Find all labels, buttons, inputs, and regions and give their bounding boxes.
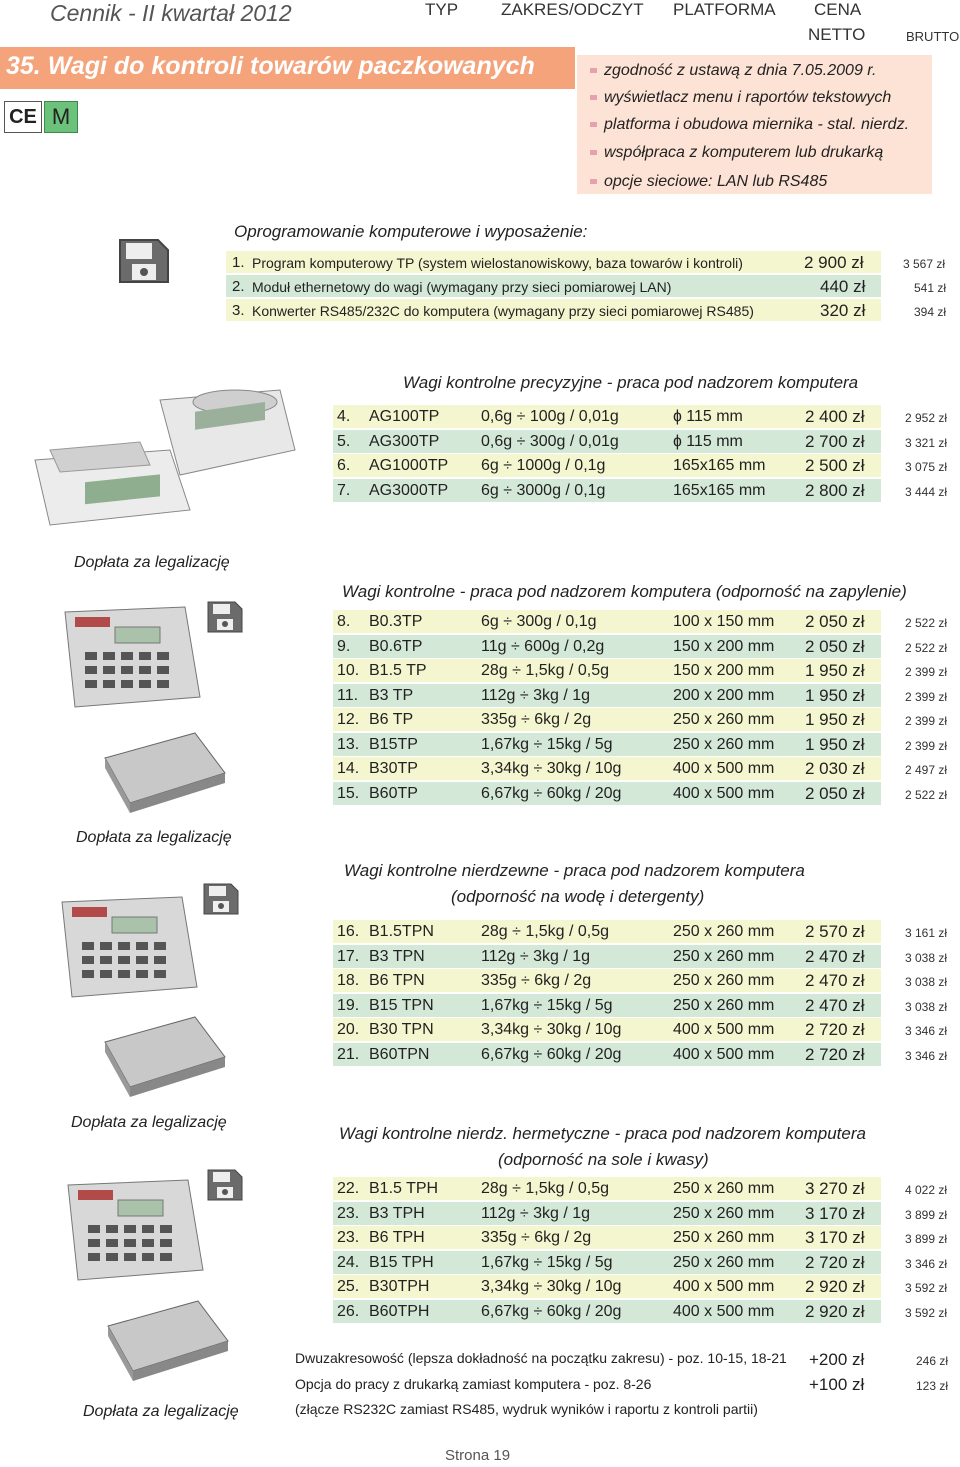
surcharge-label: Dopłata za legalizację [71, 1114, 227, 1131]
platform-size: 250 x 260 mm [673, 996, 775, 1014]
platform-size: 250 x 260 mm [673, 1253, 775, 1271]
platform-size: 400 x 500 mm [673, 1302, 775, 1320]
model-name: B0.6TP [369, 637, 423, 655]
platform-size: ɸ 115 mm [673, 432, 743, 450]
price-netto: 3 170 zł [805, 1203, 865, 1223]
model-name: AG100TP [369, 408, 440, 425]
model-name: B1.5 TP [369, 662, 427, 679]
page-number: Strona 19 [445, 1447, 511, 1464]
range-reading: 0,6g ÷ 100g / 0,01g [481, 408, 619, 425]
price-netto: 2 720 zł [805, 1044, 865, 1064]
table-row [333, 1300, 881, 1323]
model-name: B30 TPN [369, 1021, 434, 1038]
range-reading: 3,34kg ÷ 30kg / 10g [481, 760, 622, 777]
col-platforma: PLATFORMA [673, 0, 776, 19]
price-netto: 2 720 zł [805, 1020, 865, 1039]
row-number: 10. [337, 662, 360, 679]
section-heading: Wagi kontrolne nierdzewne - praca pod nadzorem komputera [344, 861, 805, 880]
price-brutto: 3 075 zł [905, 460, 948, 474]
indicator-terminal-image [52, 892, 202, 1002]
table-row [333, 757, 881, 780]
model-name: B15 TPN [369, 996, 434, 1014]
price-netto: 2 700 zł [805, 431, 865, 451]
platform-size: 400 x 500 mm [673, 1021, 775, 1038]
indicator-terminal-image [55, 602, 205, 712]
range-reading: 0,6g ÷ 300g / 0,01g [481, 432, 619, 450]
price-netto: 2 570 zł [805, 922, 865, 941]
col-netto: NETTO [808, 25, 866, 44]
price-netto: 1 950 zł [805, 685, 865, 705]
range-reading: 3,34kg ÷ 30kg / 10g [481, 1021, 622, 1038]
table-row [333, 610, 881, 633]
range-reading: 1,67kg ÷ 15kg / 5g [481, 735, 613, 753]
model-name: AG1000TP [369, 457, 449, 474]
row-number: 26. [337, 1302, 360, 1320]
row-number: 4. [337, 408, 351, 425]
price-brutto: 3 899 zł [905, 1207, 948, 1222]
price-netto: 2 050 zł [805, 636, 865, 656]
row-number: 1. [232, 254, 245, 271]
price-brutto: 2 522 zł [905, 787, 948, 802]
table-row [333, 1275, 881, 1298]
range-reading: 6,67kg ÷ 60kg / 20g [481, 784, 622, 802]
table-row [333, 1202, 881, 1225]
model-name: B60TP [369, 784, 418, 802]
feature-item: platforma i obudowa miernika - stal. nierdz. [590, 116, 909, 134]
indicator-terminal-image [58, 1175, 208, 1285]
price-netto: 2 470 zł [805, 946, 865, 966]
range-reading: 28g ÷ 1,5kg / 0,5g [481, 923, 609, 940]
table-row [333, 405, 881, 428]
software-row [226, 251, 881, 273]
model-name: B0.3TP [369, 613, 423, 630]
price-netto: 440 zł [820, 277, 866, 296]
model-name: B15TP [369, 735, 418, 753]
row-number: 19. [337, 996, 360, 1014]
platform-scale-image [103, 1296, 233, 1381]
price-brutto: 3 321 zł [905, 435, 948, 450]
model-name: AG3000TP [369, 481, 449, 499]
range-reading: 112g ÷ 3kg / 1g [481, 1204, 591, 1222]
platform-size: 150 x 200 mm [673, 637, 775, 655]
platform-size: ɸ 115 mm [673, 408, 743, 425]
range-reading: 3,34kg ÷ 30kg / 10g [481, 1278, 622, 1295]
platform-size: 250 x 260 mm [673, 1180, 775, 1197]
range-reading: 6g ÷ 3000g / 0,1g [481, 481, 606, 499]
range-reading: 1,67kg ÷ 15kg / 5g [481, 996, 613, 1014]
row-number: 9. [337, 637, 351, 655]
platform-size: 165x165 mm [673, 457, 766, 474]
range-reading: 112g ÷ 3kg / 1g [481, 947, 591, 965]
price-brutto: 2 399 zł [905, 689, 948, 704]
table-row [333, 1018, 881, 1041]
model-name: B6 TPN [369, 972, 425, 989]
row-number: 13. [337, 735, 360, 753]
section-subheading: (odporność na sole i kwasy) [498, 1150, 709, 1169]
price-brutto: 3 444 zł [905, 484, 948, 499]
price-brutto: 3 899 zł [905, 1232, 948, 1246]
floppy-disk-icon [207, 1169, 243, 1201]
surcharge-label: Dopłata za legalizację [74, 554, 230, 571]
section-subheading: (odporność na wodę i detergenty) [451, 887, 705, 906]
table-row [333, 708, 881, 731]
row-number: 21. [337, 1045, 360, 1063]
model-name: B30TPH [369, 1278, 430, 1295]
platform-size: 400 x 500 mm [673, 1045, 775, 1063]
platform-scale-image [100, 1012, 230, 1097]
surcharge-label: Dopłata za legalizację [76, 829, 232, 846]
feature-item: wyświetlacz menu i raportów tekstowych [590, 89, 891, 107]
platform-size: 250 x 260 mm [673, 1229, 775, 1246]
table-row [333, 635, 881, 658]
price-netto: 2 920 zł [805, 1277, 865, 1296]
platform-size: 400 x 500 mm [673, 784, 775, 802]
platform-size: 200 x 200 mm [673, 686, 775, 704]
price-brutto: 2 522 zł [905, 640, 948, 655]
row-number: 16. [337, 923, 360, 940]
row-number: 17. [337, 947, 360, 965]
feature-item: opcje sieciowe: LAN lub RS485 [590, 173, 827, 191]
table-row [333, 945, 881, 968]
range-reading: 335g ÷ 6kg / 2g [481, 711, 592, 728]
platform-size: 250 x 260 mm [673, 735, 775, 753]
model-name: B3 TPN [369, 947, 425, 965]
section-title: 35. Wagi do kontroli towarów paczkowanych [6, 52, 535, 80]
metrology-mark: M [44, 101, 78, 133]
price-netto: 2 800 zł [805, 480, 865, 500]
range-reading: 1,67kg ÷ 15kg / 5g [481, 1253, 613, 1271]
price-brutto: 2 399 zł [905, 665, 948, 679]
row-number: 23. [337, 1204, 360, 1222]
platform-size: 250 x 260 mm [673, 711, 775, 728]
price-brutto: 394 zł [914, 305, 947, 319]
platform-size: 165x165 mm [673, 481, 766, 499]
price-netto: 2 400 zł [805, 407, 865, 426]
model-name: B1.5 TPH [369, 1180, 439, 1197]
price-brutto: 3 592 zł [905, 1305, 948, 1320]
platform-size: 250 x 260 mm [673, 947, 775, 965]
platform-size: 400 x 500 mm [673, 760, 775, 777]
col-brutto: BRUTTO [906, 29, 960, 44]
range-reading: 6,67kg ÷ 60kg / 20g [481, 1302, 622, 1320]
footnote-price-netto: +200 zł [809, 1350, 865, 1369]
row-description: Program komputerowy TP (system wielostanowiskowy, baza towarów i kontroli) [252, 255, 743, 271]
model-name: B6 TP [369, 711, 414, 728]
price-brutto: 541 zł [914, 281, 947, 295]
platform-size: 100 x 150 mm [673, 613, 775, 630]
model-name: B3 TPH [369, 1204, 425, 1222]
row-number: 2. [232, 278, 245, 295]
col-typ: TYP [425, 0, 459, 19]
price-netto: 1 950 zł [805, 734, 865, 754]
table-row [333, 659, 881, 682]
price-brutto: 3 567 zł [903, 257, 946, 271]
model-name: B60TPH [369, 1302, 430, 1320]
row-number: 22. [337, 1180, 360, 1197]
table-row [333, 684, 881, 707]
price-netto: 1 950 zł [805, 661, 865, 680]
price-netto: 2 030 zł [805, 759, 865, 778]
price-netto: 2 050 zł [805, 783, 865, 803]
platform-size: 250 x 260 mm [673, 1204, 775, 1222]
price-netto: 3 170 zł [805, 1228, 865, 1247]
floppy-disk-icon [207, 601, 243, 633]
feature-item: zgodność z ustawą z dnia 7.05.2009 r. [590, 62, 876, 80]
section-heading: Wagi kontrolne - praca pod nadzorem komputera (odporność na zapylenie) [342, 582, 907, 601]
table-row [333, 782, 881, 805]
price-brutto: 3 161 zł [905, 926, 948, 940]
platform-size: 400 x 500 mm [673, 1278, 775, 1295]
price-brutto: 2 399 zł [905, 738, 948, 753]
ce-mark: CE [4, 101, 42, 133]
table-row [333, 969, 881, 992]
precision-scale-image [30, 380, 300, 530]
floppy-disk-icon [118, 238, 170, 284]
floppy-disk-icon [203, 883, 239, 915]
model-name: B3 TP [369, 686, 414, 704]
price-netto: 2 050 zł [805, 612, 865, 631]
row-number: 3. [232, 302, 245, 319]
model-name: B60TPN [369, 1045, 430, 1063]
table-row [333, 733, 881, 756]
software-row [226, 275, 881, 297]
table-row [333, 1251, 881, 1274]
model-name: B1.5TPN [369, 923, 434, 940]
range-reading: 112g ÷ 3kg / 1g [481, 686, 591, 704]
table-row [333, 430, 881, 453]
range-reading: 11g ÷ 600g / 0,2g [481, 637, 605, 655]
footnote-price-brutto: 246 zł [916, 1354, 949, 1368]
price-netto: 2 920 zł [805, 1301, 865, 1321]
range-reading: 6g ÷ 1000g / 0,1g [481, 457, 606, 474]
row-number: 20. [337, 1021, 360, 1038]
table-row [333, 994, 881, 1017]
row-number: 23. [337, 1229, 360, 1246]
footnote-rs232: (złącze RS232C zamiast RS485, wydruk wyników i raportu z kontroli partii) [295, 1401, 758, 1417]
row-number: 7. [337, 481, 351, 499]
software-heading: Oprogramowanie komputerowe i wyposażenie: [234, 222, 588, 241]
footnote-dual-range: Dwuzakresowość (lepsza dokładność na początku zakresu) - poz. 10-15, 18-21 [295, 1350, 787, 1366]
model-name: B30TP [369, 760, 418, 777]
surcharge-label: Dopłata za legalizację [83, 1403, 239, 1420]
range-reading: 335g ÷ 6kg / 2g [481, 972, 592, 989]
col-cena: CENA [814, 0, 862, 19]
row-number: 18. [337, 972, 360, 989]
model-name: B15 TPH [369, 1253, 434, 1271]
table-row [333, 1177, 881, 1200]
col-zakres: ZAKRES/ODCZYT [501, 0, 644, 19]
footnote-price-brutto: 123 zł [916, 1379, 949, 1393]
price-netto: 320 zł [820, 301, 866, 320]
footnote-price-netto: +100 zł [809, 1375, 865, 1394]
price-brutto: 2 952 zł [905, 411, 948, 425]
range-reading: 28g ÷ 1,5kg / 0,5g [481, 1180, 609, 1197]
page-title: Cennik - II kwartał 2012 [50, 0, 292, 26]
price-brutto: 3 346 zł [905, 1048, 948, 1063]
price-brutto: 3 346 zł [905, 1256, 948, 1271]
table-row [333, 1226, 881, 1249]
price-brutto: 2 522 zł [905, 616, 948, 630]
price-netto: 2 500 zł [805, 456, 865, 475]
table-row [333, 479, 881, 502]
range-reading: 6,67kg ÷ 60kg / 20g [481, 1045, 622, 1063]
footnote-printer-option: Opcja do pracy z drukarką zamiast komputera - poz. 8-26 [295, 1376, 652, 1392]
row-description: Konwerter RS485/232C do komputera (wymagany przy sieci pomiarowej RS485) [252, 303, 754, 319]
platform-size: 250 x 260 mm [673, 923, 775, 940]
range-reading: 6g ÷ 300g / 0,1g [481, 613, 597, 630]
section-heading: Wagi kontrolne precyzyjne - praca pod nadzorem komputera [403, 373, 859, 392]
row-number: 25. [337, 1278, 360, 1295]
platform-scale-image [100, 728, 230, 813]
table-row [333, 920, 881, 943]
row-description: Moduł ethernetowy do wagi (wymagany przy sieci pomiarowej LAN) [252, 279, 672, 295]
row-number: 6. [337, 457, 351, 474]
table-row [333, 1043, 881, 1066]
price-brutto: 3 038 zł [905, 999, 948, 1014]
row-number: 8. [337, 613, 351, 630]
price-netto: 2 470 zł [805, 971, 865, 990]
row-number: 15. [337, 784, 360, 802]
price-brutto: 3 038 zł [905, 975, 948, 989]
price-netto: 2 900 zł [804, 253, 864, 272]
price-brutto: 3 346 zł [905, 1024, 948, 1038]
platform-size: 150 x 200 mm [673, 662, 775, 679]
model-name: AG300TP [369, 432, 440, 450]
range-reading: 335g ÷ 6kg / 2g [481, 1229, 592, 1246]
feature-item: współpraca z komputerem lub drukarką [590, 144, 883, 162]
price-brutto: 2 497 zł [905, 763, 948, 777]
price-netto: 1 950 zł [805, 710, 865, 729]
row-number: 11. [337, 686, 359, 704]
table-row [333, 454, 881, 477]
price-brutto: 2 399 zł [905, 714, 948, 728]
price-netto: 3 270 zł [805, 1179, 865, 1198]
row-number: 24. [337, 1253, 360, 1271]
range-reading: 28g ÷ 1,5kg / 0,5g [481, 662, 609, 679]
platform-size: 250 x 260 mm [673, 972, 775, 989]
price-netto: 2 720 zł [805, 1252, 865, 1272]
section-heading: Wagi kontrolne nierdz. hermetyczne - praca pod nadzorem komputera [339, 1124, 866, 1143]
price-netto: 2 470 zł [805, 995, 865, 1015]
row-number: 14. [337, 760, 360, 777]
software-row [226, 299, 881, 321]
row-number: 12. [337, 711, 360, 728]
model-name: B6 TPH [369, 1229, 425, 1246]
price-brutto: 3 592 zł [905, 1281, 948, 1295]
price-brutto: 3 038 zł [905, 950, 948, 965]
price-brutto: 4 022 zł [905, 1183, 948, 1197]
row-number: 5. [337, 432, 351, 450]
